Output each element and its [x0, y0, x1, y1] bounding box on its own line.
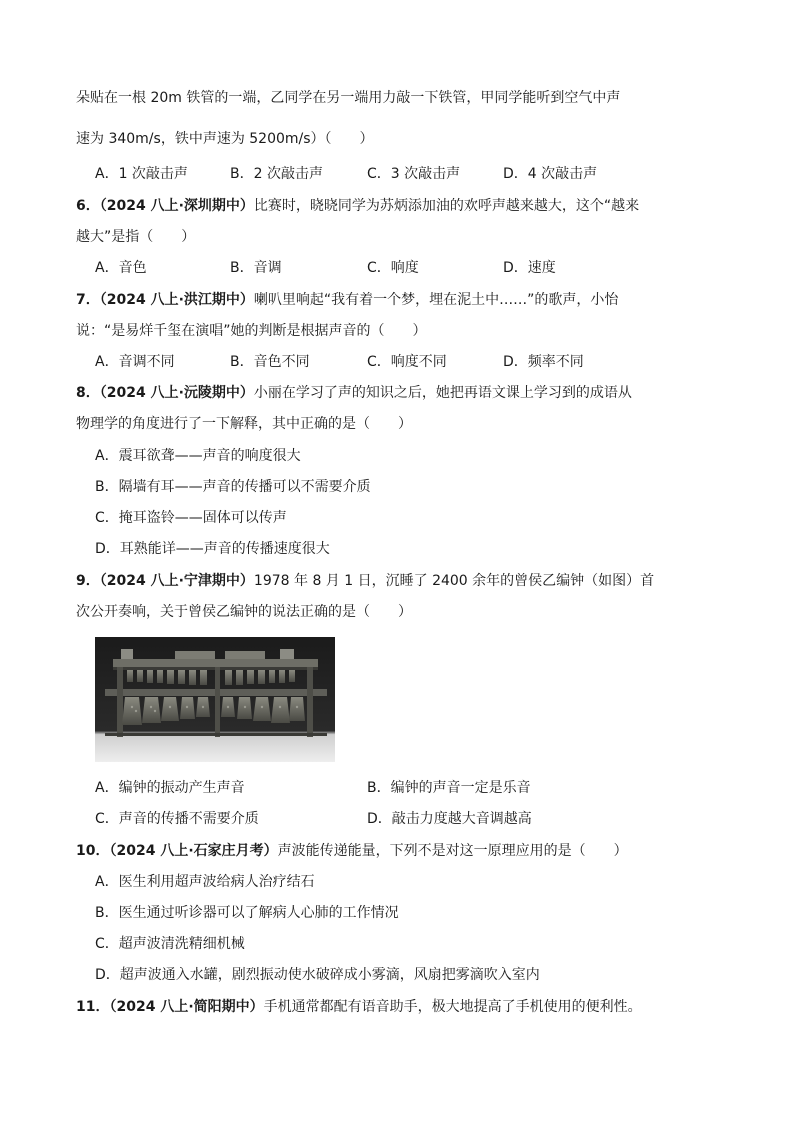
q10-stem-line1 — [76, 841, 628, 861]
q9-stem-line1 — [76, 571, 654, 591]
q8-stem-line2: 物理学的角度进行了一下解释，其中正确的是（ ） — [76, 416, 412, 432]
q9-number: 9． — [76, 573, 100, 589]
q7-number: 7． — [76, 292, 100, 308]
q10-option-b: B．医生通过听诊器可以了解病人心肺的工作情况 — [95, 905, 399, 921]
q8-stem-line1 — [76, 383, 632, 403]
q9-option-c: C．声音的传播不需要介质 — [95, 811, 259, 827]
q6-number: 6． — [76, 198, 100, 214]
q10-source: （2024 八上·石家庄月考） — [109, 843, 278, 859]
q7-option-d: D．频率不同 — [503, 354, 584, 370]
q6-stem-line2: 越大”是指（ ） — [76, 229, 196, 245]
q7-option-a: A．音调不同 — [95, 354, 175, 370]
q7-text: 喇叭里响起“我有着一个梦，埋在泥土中……”的歌声，小怡 — [253, 292, 619, 308]
q6-option-b: B．音调 — [230, 260, 282, 276]
q10-number: 10． — [76, 843, 110, 859]
q5-option-b: B．2 次敲击声 — [230, 166, 323, 182]
q8-option-c: C．掩耳盗铃——固体可以传声 — [95, 510, 287, 526]
q7-source: （2024 八上·洪江期中） — [99, 292, 254, 308]
q9-option-d: D．敲击力度越大音调越高 — [367, 811, 532, 827]
q9-stem-line2: 次公开奏响，关于曾侯乙编钟的说法正确的是（ ） — [76, 604, 412, 620]
q5-option-d: D．4 次敲击声 — [503, 166, 598, 182]
q11-source: （2024 八上·简阳期中） — [109, 999, 264, 1015]
q7-stem-line2: 说：“是易烊千玺在演唱”她的判断是根据声音的（ ） — [76, 323, 427, 339]
q9-option-b: B．编钟的声音一定是乐音 — [367, 780, 531, 796]
q7-option-b: B．音色不同 — [230, 354, 310, 370]
q5-text-line1: 朵贴在一根 20m 铁管的一端，乙同学在另一端用力敲一下铁管，甲同学能听到空气中声 — [76, 90, 621, 106]
q11-number: 11． — [76, 999, 110, 1015]
q11-text: 手机通常都配有语音助手，极大地提高了手机使用的便利性。 — [263, 999, 642, 1015]
q5-option-a: A．1 次敲击声 — [95, 166, 188, 182]
q8-option-b: B．隔墙有耳——声音的传播可以不需要介质 — [95, 479, 371, 495]
q8-option-a: A．震耳欲聋——声音的响度很大 — [95, 448, 301, 464]
q9-text: 1978 年 8 月 1 日，沉睡了 2400 余年的曾侯乙编钟（如图）首 — [253, 573, 655, 589]
q7-option-c: C．响度不同 — [367, 354, 447, 370]
q7-stem-line1 — [76, 290, 618, 310]
q8-source: （2024 八上·沅陵期中） — [99, 385, 254, 401]
q6-option-d: D．速度 — [503, 260, 556, 276]
q6-text: 比赛时，晓晓同学为苏炳添加油的欢呼声越来越大，这个“越来 — [253, 198, 640, 214]
q10-option-c: C．超声波清洗精细机械 — [95, 936, 245, 952]
q9-option-a: A．编钟的振动产生声音 — [95, 780, 245, 796]
q9-source: （2024 八上·宁津期中） — [99, 573, 254, 589]
q8-text: 小丽在学习了声的知识之后，她把再语文课上学习到的成语从 — [253, 385, 632, 401]
q5-text-line2: 速为 340m/s，铁中声速为 5200m/s）（ ） — [76, 131, 374, 147]
q10-option-d: D．超声波通入水罐，剧烈振动使水破碎成小雾滴，风扇把雾滴吹入室内 — [95, 967, 540, 983]
q11-stem-line1 — [76, 997, 642, 1017]
q8-option-d: D．耳熟能详——声音的传播速度很大 — [95, 541, 330, 557]
q10-text: 声波能传递能量，下列不是对这一原理应用的是（ ） — [277, 843, 628, 859]
q6-stem-line1 — [76, 196, 639, 216]
bianzhong-bells-photo — [95, 637, 335, 762]
q10-option-a: A．医生利用超声波给病人治疗结石 — [95, 874, 315, 890]
q6-option-a: A．音色 — [95, 260, 147, 276]
q6-option-c: C．响度 — [367, 260, 419, 276]
q5-option-c: C．3 次敲击声 — [367, 166, 461, 182]
q6-source: （2024 八上·深圳期中） — [99, 198, 254, 214]
q8-number: 8． — [76, 385, 100, 401]
